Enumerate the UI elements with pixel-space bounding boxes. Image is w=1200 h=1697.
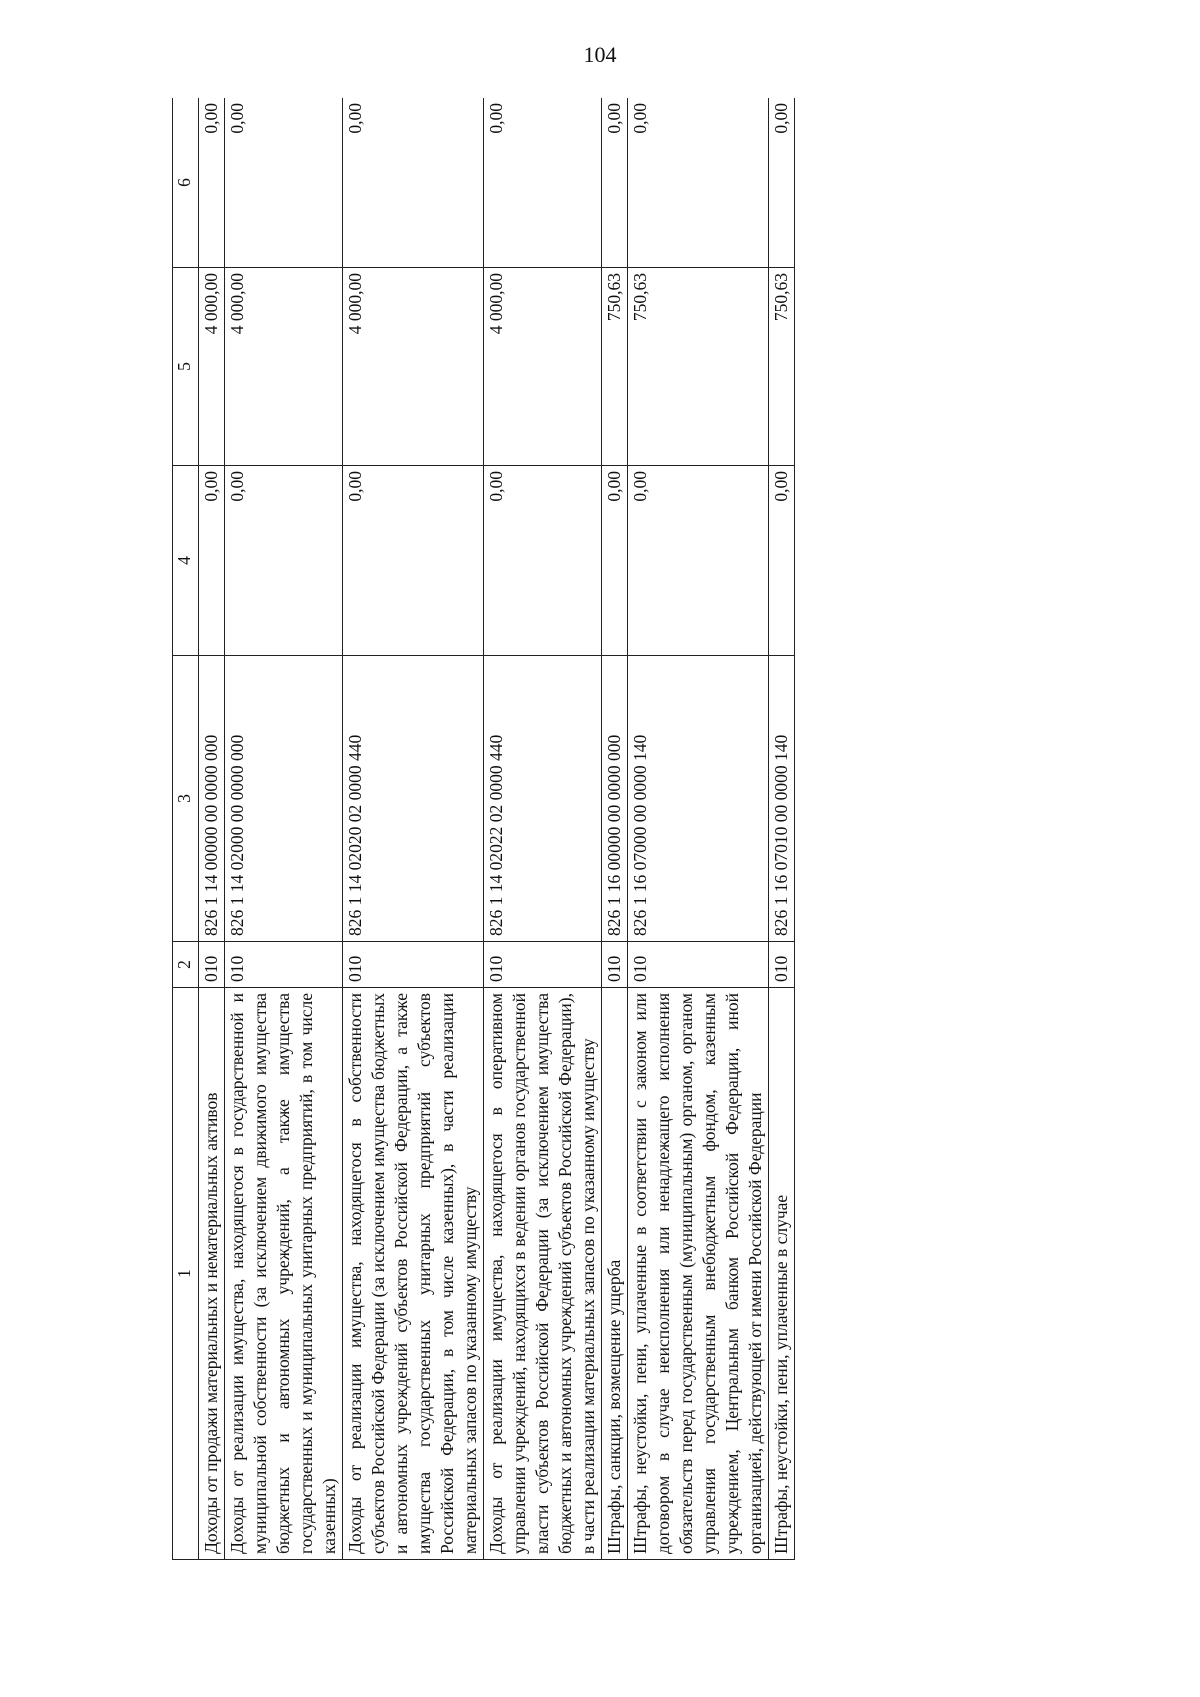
- row-description: Штрафы, неустойки, пени, уплаченные в случае: [769, 988, 795, 1560]
- row-col-4: 0,00: [484, 466, 602, 656]
- row-col-5: 750,63: [628, 268, 769, 466]
- table-row: [602, 98, 628, 1560]
- row-budget-code: 826 1 14 02000 00 0000 000: [225, 656, 343, 942]
- row-line-code: 010: [225, 942, 343, 988]
- row-budget-code: 826 1 14 02020 02 0000 440: [343, 656, 484, 942]
- row-col-4: 0,00: [343, 466, 484, 656]
- rotated-table-frame: [172, 98, 1132, 1560]
- row-col-5: 4 000,00: [199, 268, 225, 466]
- row-description: Доходы от продажи материальных и нематериальных активов: [199, 988, 225, 1560]
- row-budget-code: 826 1 16 07000 00 0000 140: [628, 656, 769, 942]
- row-line-code: 010: [769, 942, 795, 988]
- row-budget-code: 826 1 14 00000 00 0000 000: [199, 656, 225, 942]
- header-col-1: 1: [173, 988, 199, 1560]
- table-row: [199, 98, 225, 1560]
- row-budget-code: 826 1 16 00000 00 0000 000: [602, 656, 628, 942]
- table-row: [343, 98, 484, 1560]
- row-col-5: 4 000,00: [484, 268, 602, 466]
- table-row: [628, 98, 769, 1560]
- row-col-4: 0,00: [225, 466, 343, 656]
- header-col-3: 3: [173, 656, 199, 942]
- page-number: 104: [583, 42, 617, 67]
- header-col-6: 6: [173, 98, 199, 268]
- header-col-5: 5: [173, 268, 199, 466]
- row-col-4: 0,00: [769, 466, 795, 656]
- row-line-code: 010: [602, 942, 628, 988]
- row-col-5: 4 000,00: [225, 268, 343, 466]
- row-col-5: 4 000,00: [343, 268, 484, 466]
- row-description: Штрафы, неустойки, пени, уплаченные в соответствии с законом или договором в случае неисполнения или ненадлежащего исполнения обязательств перед государственным (муниципальным) органом, органом управления государственным внебюджетным фондом, казенным учреждением, Центральным банком Российской Федерации, иной организацией, действующей от имени Российской Федерации: [628, 988, 769, 1560]
- header-row: [173, 98, 199, 1560]
- row-col-6: 0,00: [602, 98, 628, 268]
- row-line-code: 010: [199, 942, 225, 988]
- row-col-6: 0,00: [225, 98, 343, 268]
- header-col-2: 2: [173, 942, 199, 988]
- row-col-4: 0,00: [628, 466, 769, 656]
- row-col-4: 0,00: [199, 466, 225, 656]
- row-budget-code: 826 1 16 07010 00 0000 140: [769, 656, 795, 942]
- row-line-code: 010: [343, 942, 484, 988]
- row-col-6: 0,00: [484, 98, 602, 268]
- row-col-6: 0,00: [343, 98, 484, 268]
- table-row: [769, 98, 795, 1560]
- row-col-5: 750,63: [769, 268, 795, 466]
- rotated-table-area: [172, 98, 1132, 1560]
- row-description: Штрафы, санкции, возмещение ущерба: [602, 988, 628, 1560]
- row-col-5: 750,63: [602, 268, 628, 466]
- row-description: Доходы от реализации имущества, находящегося в собственности субъектов Российской Федерации (за исключением имущества бюджетных и автономных учреждений субъектов Российской Федерации, а также имущества государственных унитарных предприятий субъектов Российской Федерации, в том числе казенных), в части реализации материальных запасов по указанному имуществу: [343, 988, 484, 1560]
- row-description: Доходы от реализации имущества, находящегося в оперативном управлении учреждений, находящихся в ведении органов государственной власти субъектов Российской Федерации (за исключением имущества бюджетных и автономных учреждений субъектов Российской Федерации), в части реализации материальных запасов по указанному имуществу: [484, 988, 602, 1560]
- header-col-4: 4: [173, 466, 199, 656]
- row-line-code: 010: [484, 942, 602, 988]
- row-description: Доходы от реализации имущества, находящегося в государственной и муниципальной собственности (за исключением движимого имущества бюджетных и автономных учреждений, а также имущества государственных и муниципальных унитарных предприятий, в том числе казенных): [225, 988, 343, 1560]
- revenue-table: [172, 98, 795, 1560]
- table-row: [484, 98, 602, 1560]
- row-col-6: 0,00: [199, 98, 225, 268]
- table-row: [225, 98, 343, 1560]
- row-col-4: 0,00: [602, 466, 628, 656]
- row-budget-code: 826 1 14 02022 02 0000 440: [484, 656, 602, 942]
- row-col-6: 0,00: [628, 98, 769, 268]
- row-col-6: 0,00: [769, 98, 795, 268]
- row-line-code: 010: [628, 942, 769, 988]
